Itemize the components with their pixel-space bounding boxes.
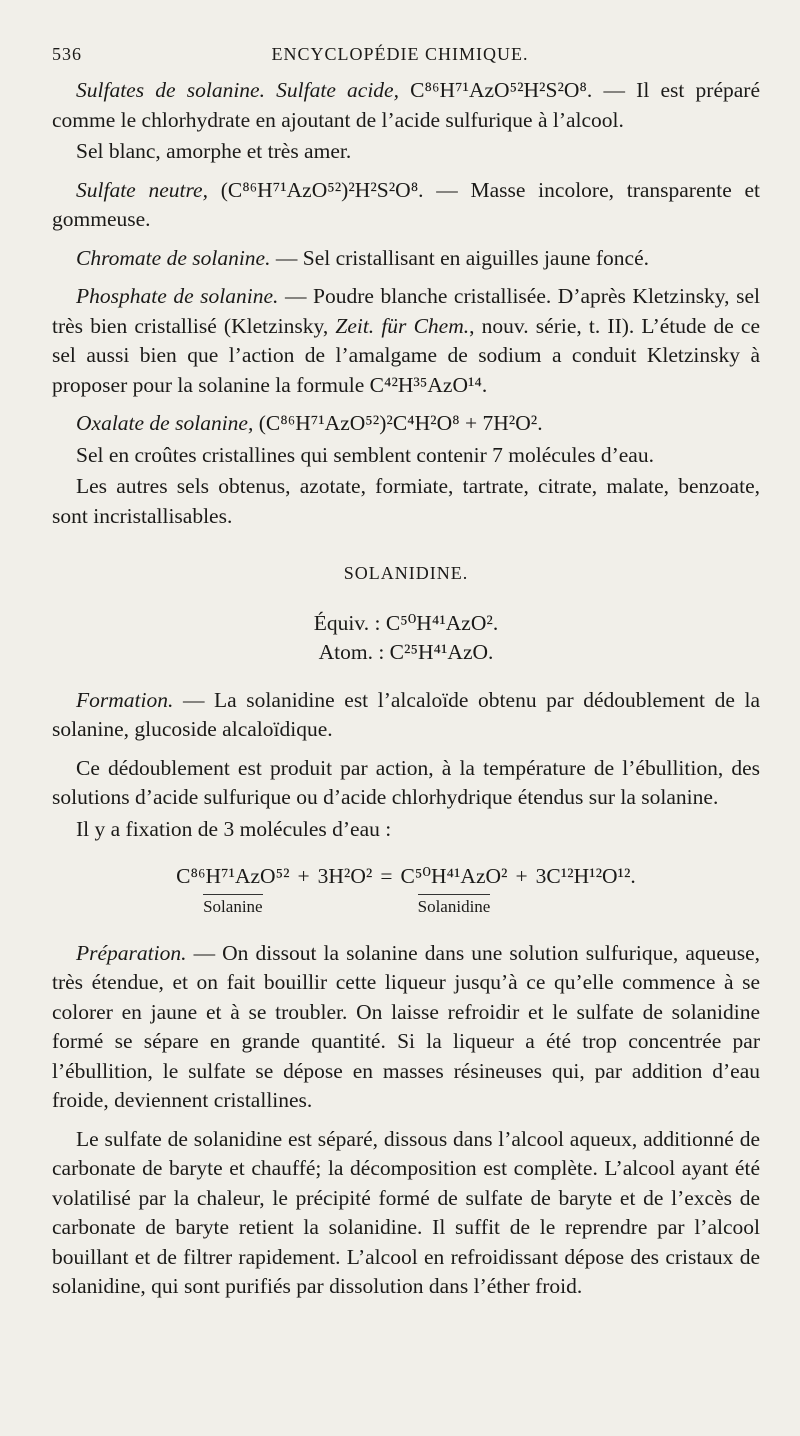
formation-text: — La solanidine est l’alcaloïde obtenu par dédoublement de la solanine, glucoside alcaloïdique. [52, 687, 760, 741]
sulfate-neutre-formula: (C⁸⁶H⁷¹AzO⁵²)²H²S²O⁸. [220, 177, 424, 202]
equation-solanidine-term [401, 862, 508, 917]
atomic-formula: Atom. : C²⁵H⁴¹AzO. [318, 640, 494, 664]
preparation-text: — On dissout la solanine dans une solution sulfurique, aqueuse, très étendue, et on fait bouillir cette liqueur jusqu’à ce qu’elle commence à se colorer en jaune et à se troubler. On laisse refroidir et le sulfate de solanidine formé se sépare en grande quantité. Si la liqueur a été trop concentrée par l’ébullition, le sulfate se dépose en masses résineuses qui, par addition d’eau froide, deviennent cristallines. [52, 940, 760, 1112]
page-number: 536 [52, 44, 82, 64]
phosphate-heading: Phosphate de solanine. [76, 284, 279, 308]
paragraph-oxalate-description: Sel en croûtes cristallines qui semblent contenir 7 molécules d’eau. [76, 442, 654, 467]
equivalent-formula: Équiv. : C⁵⁰H⁴¹AzO². [313, 610, 499, 635]
paragraph-preparation [52, 939, 760, 1116]
equals-sign: = [380, 864, 393, 888]
paragraph-phosphate [52, 282, 760, 400]
formation-heading: Formation. [76, 687, 174, 712]
paragraph-autres-sels: Les autres sels obtenus, azotate, formiate, tartrate, citrate, malate, benzoate, sont incristallisables. [52, 474, 760, 528]
sulfate-neutre-text: — Masse incolore, transparente et gommeuse. [52, 177, 761, 231]
chromate-text: — Sel cristallisant en aiguilles jaune foncé. [275, 245, 650, 270]
paragraph-sulfate-neutre [52, 176, 760, 235]
solanine-formula: C⁸⁶H⁷¹AzO⁵² [176, 864, 290, 888]
sulfate-neutre-heading: Sulfate neutre, [76, 177, 208, 202]
paragraph-oxalate [52, 409, 760, 439]
oxalate-formula: (C⁸⁶H⁷¹AzO⁵²)²C⁴H²O⁸ + 7H²O². [258, 411, 543, 435]
sulfate-acide-formula: C⁸⁶H⁷¹AzO⁵²H²S²O⁸. [410, 78, 593, 102]
preparation-heading: Préparation. [76, 940, 187, 965]
paragraph-dedoublement: Ce dédoublement est produit par action, à la température de l’ébullition, des solutions d’acide sulfurique ou d’acide chlorhydrique étendus sur la solanine. [52, 755, 760, 809]
paragraph-fixation: Il y a fixation de 3 molécules d’eau : [76, 816, 392, 841]
solanidine-formula: C⁵⁰H⁴¹AzO² [400, 864, 508, 888]
paragraph-formation [52, 686, 760, 745]
solanidine-formulas [52, 609, 760, 668]
water-term: 3H²O² [317, 864, 373, 888]
paragraph-sulfate-acide [52, 76, 760, 135]
plus-sign-2: + [515, 864, 528, 888]
paragraph-sulfate-acide-description: Sel blanc, amorphe et très amer. [76, 139, 352, 163]
chromate-heading: Chromate de solanine. [76, 245, 271, 270]
phosphate-text-a: — Poudre blanche cristallisée. D’après Kletzinsky, sel très bien cristallisé (Kletzinsky, [52, 284, 760, 338]
running-head [52, 44, 748, 72]
solanine-label: Solanine [203, 894, 263, 917]
glucose-term: 3C¹²H¹²O¹². [535, 864, 636, 888]
page-body [52, 76, 760, 1311]
oxalate-heading: Oxalate de solanine, [76, 411, 254, 435]
paragraph-sulfate-solanidine: Le sulfate de solanidine est séparé, dissous dans l’alcool aqueux, additionné de carbonate de baryte et chauffé; la décomposition est complète. L’alcool ayant été volatilisé par la chaleur, le précipité formé de sulfate de baryte et de l’excès de carbonate de baryte retient la solanidine. Il suffit de le reprendre par l’alcool bouillant et de filtrer rapidement. L’alcool en refroidissant dépose des cristaux de solanidine, qui sont purifiés par dissolution dans l’éther froid. [52, 1126, 760, 1298]
phosphate-reference: Zeit. für Chem. [335, 313, 470, 338]
chemical-equation [52, 862, 760, 917]
section-title-solanidine: SOLANIDINE. [343, 563, 469, 583]
sulfate-acide-text: — Il est préparé comme le chlorhydrate en ajoutant de l’acide sulfurique à l’alcool. [52, 78, 760, 132]
running-title: ENCYCLOPÉDIE CHIMIQUE. [271, 44, 529, 64]
paragraph-chromate [52, 244, 760, 274]
phosphate-text-b: , nouv. série, t. II). L’étude de ce sel aussi bien que l’action de l’amalgame de sodium a conduit Kletzinsky à proposer pour la solanine la formule C⁴²H³⁵AzO¹⁴. [52, 313, 760, 397]
solanidine-label: Solanidine [418, 894, 491, 917]
sulfate-acide-heading: Sulfates de solanine. Sulfate acide, [76, 78, 399, 102]
plus-sign: + [297, 864, 310, 888]
equation-solanine-term [176, 862, 289, 917]
